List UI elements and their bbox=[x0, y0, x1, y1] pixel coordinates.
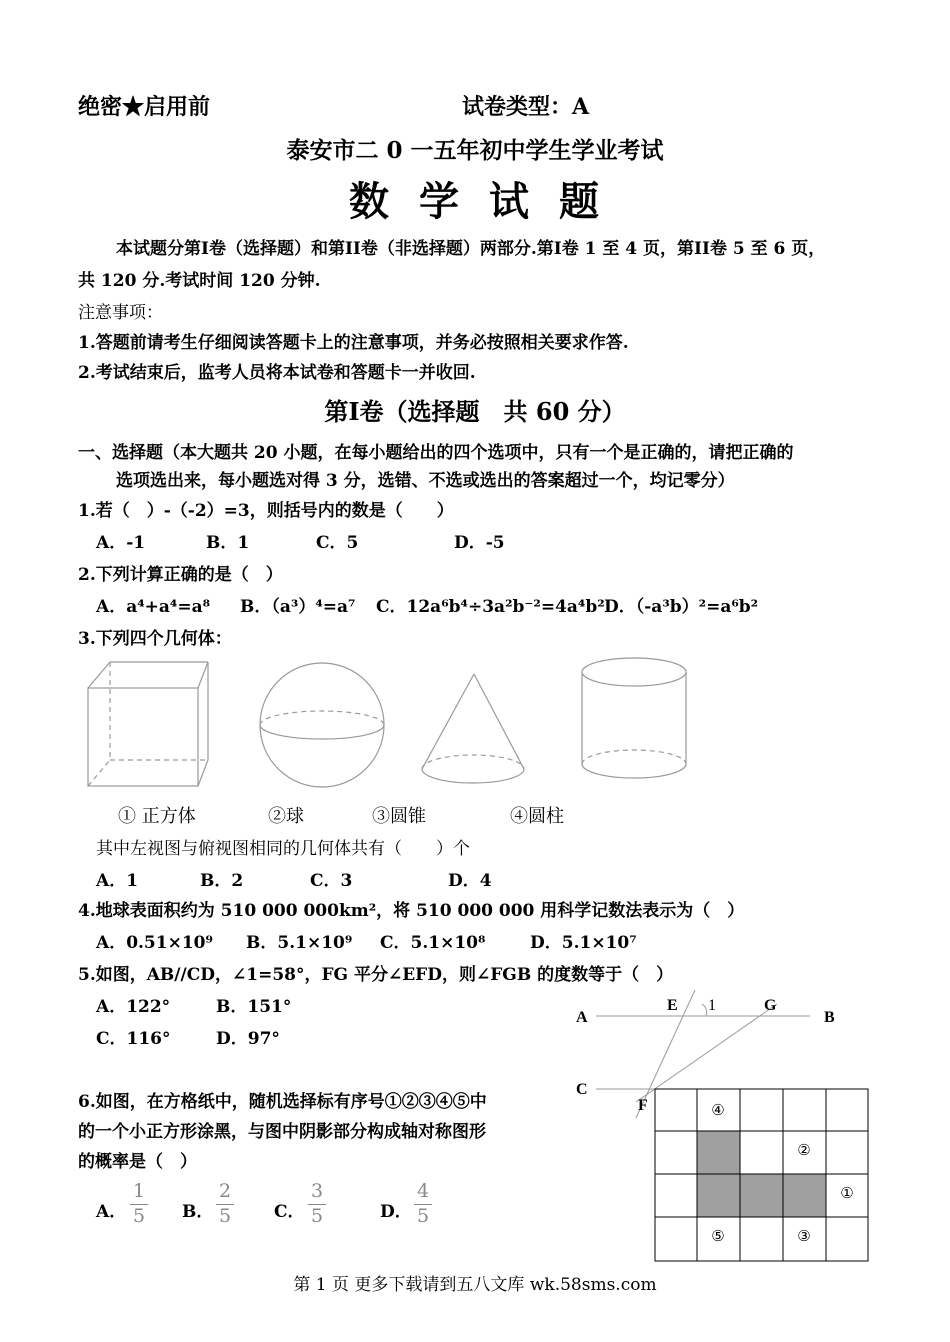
q2-option-d: D．（-a³b）²=a⁶b² bbox=[604, 597, 759, 617]
q1-stem: 1.若（ ）-（-2）=3，则括号内的数是（ ） bbox=[78, 501, 454, 521]
q3-label-cone: ③圆锥 bbox=[372, 806, 426, 827]
intro-line-2: 共 120 分.考试时间 120 分钟. bbox=[78, 271, 321, 291]
q3-label-cylinder: ④圆柱 bbox=[510, 806, 564, 827]
q6-option-a-numerator: 1 bbox=[132, 1180, 146, 1202]
sphere-shape bbox=[260, 663, 384, 787]
q3-label-cube: ① 正方体 bbox=[118, 806, 196, 827]
q6-option-d-denominator: 5 bbox=[416, 1205, 430, 1227]
q6-option-a-label: A． bbox=[96, 1202, 127, 1222]
cube-shape bbox=[88, 662, 208, 786]
grid-mark-3: ③ bbox=[797, 1227, 811, 1245]
q6-option-c-fraction bbox=[306, 1180, 328, 1229]
q6-option-d-numerator: 4 bbox=[416, 1180, 430, 1202]
q4-stem: 4.地球表面积约为 510 000 000km²，将 510 000 000 用科学记数法表示为（ ） bbox=[78, 901, 745, 921]
subject-title: 数学试题 bbox=[349, 178, 629, 225]
q5-label-e: E bbox=[667, 997, 678, 1014]
q3-option-b: B．2 bbox=[200, 871, 244, 891]
q5-label-b: B bbox=[824, 1009, 835, 1026]
exam-title: 泰安市二 0 一五年初中学生学业考试 bbox=[286, 137, 664, 164]
cylinder-shape bbox=[582, 658, 686, 778]
cone-shape bbox=[422, 674, 524, 783]
paper-type: 试卷类型：A bbox=[462, 94, 590, 120]
q6-option-c-denominator: 5 bbox=[310, 1205, 324, 1227]
notice-item-2: 2.考试结束后，监考人员将本试卷和答题卡一并收回. bbox=[78, 363, 476, 383]
grid-mark-4: ④ bbox=[711, 1101, 725, 1119]
q3-solids-figure bbox=[80, 650, 720, 795]
q5-label-g: G bbox=[764, 997, 777, 1014]
q6-option-b-fraction bbox=[214, 1180, 236, 1229]
intro-line-1: 本试题分第I卷（选择题）和第II卷（非选择题）两部分.第I卷 1 至 4 页，第II卷 5 至 6 页， bbox=[116, 239, 826, 259]
q5-label-a: A bbox=[576, 1009, 588, 1026]
q1-option-a: A．-1 bbox=[96, 533, 146, 553]
notice-item-1: 1.答题前请考生仔细阅读答题卡上的注意事项，并务必按照相关要求作答. bbox=[78, 333, 629, 353]
q6-option-b-numerator: 2 bbox=[218, 1180, 232, 1202]
q5-option-b: B．151° bbox=[216, 997, 292, 1017]
grid-mark-1: ① bbox=[840, 1184, 854, 1202]
q6-option-a-denominator: 5 bbox=[132, 1205, 146, 1227]
q6-stem-1: 6.如图，在方格纸中，随机选择标有序号①②③④⑤中 bbox=[78, 1092, 487, 1112]
q6-stem-2: 的一个小正方形涂黑，与图中阴影部分构成轴对称图形 bbox=[78, 1122, 486, 1142]
q2-stem: 2.下列计算正确的是（ ） bbox=[78, 565, 283, 585]
q6-grid-figure bbox=[654, 1088, 870, 1264]
q4-option-c: C．5.1×10⁸ bbox=[380, 933, 486, 953]
q5-label-c: C bbox=[576, 1081, 588, 1098]
q3-option-a: A．1 bbox=[96, 871, 139, 891]
secret-label: 绝密★启用前 bbox=[78, 94, 211, 120]
section-instructions-1: 一、选择题（本大题共 20 小题，在每小题给出的四个选项中，只有一个是正确的，请把正确的 bbox=[78, 443, 794, 463]
q2-option-b: B．（a³）⁴=a⁷ bbox=[240, 597, 356, 617]
q5-label-1: 1 bbox=[708, 997, 716, 1014]
q5-option-a: A．122° bbox=[96, 997, 171, 1017]
section-instructions-2: 选项选出来，每小题选对得 3 分，选错、不选或选出的答案超过一个，均记零分） bbox=[116, 471, 735, 491]
q6-option-b-label: B． bbox=[182, 1202, 214, 1222]
q5-stem: 5.如图，AB//CD，∠1=58°，FG 平分∠EFD，则∠FGB 的度数等于（ ） bbox=[78, 965, 674, 985]
q4-option-b: B．5.1×10⁹ bbox=[246, 933, 353, 953]
q6-option-c-numerator: 3 bbox=[310, 1180, 324, 1202]
q4-option-a: A．0.51×10⁹ bbox=[96, 933, 213, 953]
q3-label-sphere: ②球 bbox=[268, 806, 304, 827]
q5-option-d: D．97° bbox=[216, 1029, 280, 1049]
section-title: 第I卷（选择题 共 60 分） bbox=[324, 397, 626, 426]
q3-option-d: D．4 bbox=[448, 871, 492, 891]
q6-stem-3: 的概率是（ ） bbox=[78, 1152, 197, 1172]
q6-option-c-label: C． bbox=[274, 1202, 305, 1222]
q1-option-c: C．5 bbox=[316, 533, 359, 553]
q3-question: 其中左视图与俯视图相同的几何体共有（ ）个 bbox=[96, 839, 470, 859]
q4-option-d: D．5.1×10⁷ bbox=[530, 933, 637, 953]
page-footer: 第 1 页 更多下载请到五八文库 wk.58sms.com bbox=[293, 1275, 657, 1295]
q2-option-a: A．a⁴+a⁴=a⁸ bbox=[96, 597, 211, 617]
q2-option-c: C．12a⁶b⁴÷3a²b⁻²=4a⁴b² bbox=[376, 597, 605, 617]
q3-stem: 3.下列四个几何体： bbox=[78, 629, 232, 649]
grid-mark-5: ⑤ bbox=[711, 1227, 725, 1245]
q6-option-d-label: D． bbox=[380, 1202, 412, 1222]
q1-option-d: D．-5 bbox=[454, 533, 505, 553]
q5-option-c: C．116° bbox=[96, 1029, 171, 1049]
notice-heading: 注意事项： bbox=[78, 303, 163, 323]
q6-option-b-denominator: 5 bbox=[218, 1205, 232, 1227]
q3-option-c: C．3 bbox=[310, 871, 353, 891]
q6-option-d-fraction bbox=[412, 1180, 434, 1229]
grid-mark-2: ② bbox=[797, 1141, 811, 1159]
q6-option-a-fraction bbox=[128, 1180, 150, 1229]
q5-label-f: F bbox=[638, 1097, 648, 1114]
q1-option-b: B．1 bbox=[206, 533, 250, 553]
